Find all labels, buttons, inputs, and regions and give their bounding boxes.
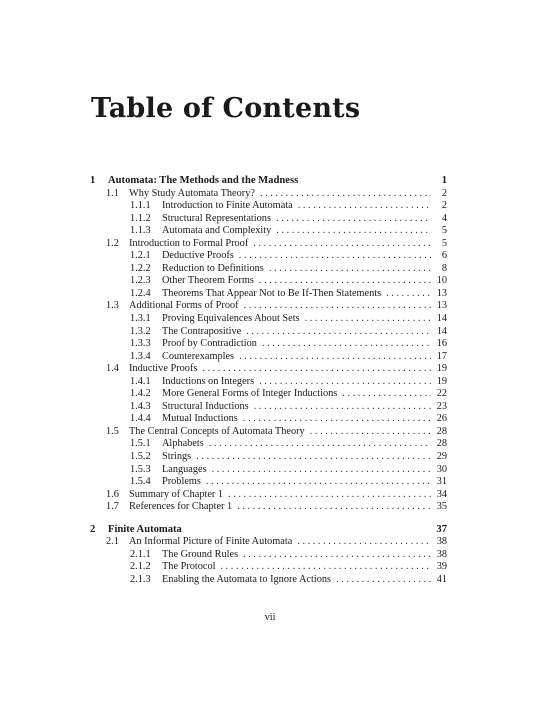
entry-title: The Protocol bbox=[162, 561, 216, 573]
entry-number: 2.1.3 bbox=[130, 573, 151, 585]
entry-page-number: 13 bbox=[436, 300, 447, 312]
entry-title: Introduction to Finite Automata bbox=[162, 200, 293, 212]
entry-number: 1.3.3 bbox=[130, 338, 151, 350]
entry-page-number: 28 bbox=[436, 438, 447, 450]
chapter-page-number: 1 bbox=[441, 175, 447, 186]
dot-leader bbox=[212, 464, 431, 477]
toc-subsection-entry[interactable] bbox=[90, 464, 447, 477]
entry-number: 1.1 bbox=[106, 187, 119, 199]
entry-number: 1.1.3 bbox=[130, 225, 151, 237]
toc-subsection-entry[interactable] bbox=[90, 225, 447, 238]
toc-subsection-entry[interactable] bbox=[90, 476, 447, 489]
entry-number: 1.2.2 bbox=[130, 262, 151, 274]
entry-number: 1.4.1 bbox=[130, 375, 151, 387]
dot-leader bbox=[206, 476, 431, 489]
toc-subsection-entry[interactable] bbox=[90, 451, 447, 464]
toc-subsection-entry[interactable] bbox=[90, 438, 447, 451]
dot-leader bbox=[259, 376, 431, 389]
entry-title: References for Chapter 1 bbox=[129, 501, 233, 513]
entry-number: 1.3.2 bbox=[130, 325, 151, 337]
entry-title: The Ground Rules bbox=[162, 548, 239, 560]
entry-number: 1.4.2 bbox=[130, 388, 151, 400]
dot-leader bbox=[259, 275, 431, 288]
entry-title: An Informal Picture of Finite Automata bbox=[129, 536, 293, 548]
entry-number: 1.2.1 bbox=[130, 250, 151, 262]
entry-page-number: 35 bbox=[436, 501, 447, 513]
page-number: vii bbox=[264, 612, 276, 623]
dot-leader bbox=[220, 561, 431, 574]
entry-number: 1.1.2 bbox=[130, 212, 151, 224]
chapter-number: 2 bbox=[90, 523, 96, 535]
entry-page-number: 34 bbox=[436, 488, 447, 500]
dot-leader bbox=[305, 313, 431, 326]
entry-page-number: 29 bbox=[436, 451, 447, 463]
dot-leader bbox=[196, 451, 431, 464]
entry-title: Strings bbox=[162, 451, 192, 463]
entry-title: The Contrapositive bbox=[162, 325, 242, 337]
toc-chapter-entry[interactable] bbox=[90, 524, 447, 537]
entry-page-number: 5 bbox=[441, 237, 447, 249]
toc-section-entry[interactable] bbox=[90, 426, 447, 439]
entry-page-number: 30 bbox=[436, 463, 447, 475]
chapter-page-number: 37 bbox=[436, 523, 447, 535]
entry-page-number: 23 bbox=[436, 400, 447, 412]
entry-title: Other Theorem Forms bbox=[162, 275, 254, 287]
entry-number: 1.6 bbox=[106, 488, 119, 500]
entry-number: 1.5.3 bbox=[130, 463, 151, 475]
entry-number: 1.5 bbox=[106, 425, 119, 437]
entry-title: Structural Representations bbox=[162, 212, 271, 224]
dot-leader bbox=[243, 549, 431, 562]
entry-title: Deductive Proofs bbox=[162, 250, 234, 262]
entry-number: 1.4.4 bbox=[130, 413, 151, 425]
chapter-title: Finite Automata bbox=[108, 523, 182, 535]
toc-subsection-entry[interactable] bbox=[90, 574, 447, 587]
toc-section-entry[interactable] bbox=[90, 489, 447, 502]
dot-leader bbox=[342, 388, 431, 401]
dot-leader bbox=[262, 338, 431, 351]
dot-leader bbox=[209, 438, 431, 451]
entry-title: Problems bbox=[162, 476, 201, 488]
dot-leader bbox=[260, 188, 431, 201]
entry-title: More General Forms of Integer Inductions bbox=[162, 388, 338, 400]
toc-subsection-entry[interactable] bbox=[90, 213, 447, 226]
dot-leader bbox=[228, 489, 431, 502]
entry-page-number: 8 bbox=[441, 262, 447, 274]
entry-title: Alphabets bbox=[162, 438, 204, 450]
dot-leader bbox=[237, 501, 431, 514]
dot-leader bbox=[243, 413, 431, 426]
entry-title: Introduction to Formal Proof bbox=[129, 237, 249, 249]
entry-title: Why Study Automata Theory? bbox=[129, 187, 255, 199]
entry-number: 1.5.4 bbox=[130, 476, 151, 488]
toc-subsection-entry[interactable] bbox=[90, 200, 447, 213]
entry-page-number: 14 bbox=[436, 325, 447, 337]
entry-number: 1.5.1 bbox=[130, 438, 151, 450]
entry-number: 1.4 bbox=[106, 363, 119, 375]
toc-section-entry[interactable] bbox=[90, 363, 447, 376]
entry-number: 2.1 bbox=[106, 536, 119, 548]
toc-subsection-entry[interactable] bbox=[90, 313, 447, 326]
toc-subsection-entry[interactable] bbox=[90, 376, 447, 389]
dot-leader bbox=[239, 250, 431, 263]
entry-number: 2.1.1 bbox=[130, 548, 151, 560]
entry-page-number: 2 bbox=[441, 187, 447, 199]
dot-leader bbox=[239, 351, 431, 364]
toc-subsection-entry[interactable] bbox=[90, 263, 447, 276]
entry-number: 1.4.3 bbox=[130, 400, 151, 412]
entry-title: Inductions on Integers bbox=[162, 375, 255, 387]
entry-number: 1.5.2 bbox=[130, 451, 151, 463]
toc-subsection-entry[interactable] bbox=[90, 549, 447, 562]
toc-subsection-entry[interactable] bbox=[90, 326, 447, 339]
dot-leader bbox=[297, 536, 431, 549]
entry-number: 1.2.3 bbox=[130, 275, 151, 287]
dot-leader bbox=[298, 200, 431, 213]
toc-subsection-entry[interactable] bbox=[90, 250, 447, 263]
entry-page-number: 38 bbox=[436, 548, 447, 560]
entry-page-number: 26 bbox=[436, 413, 447, 425]
entry-title: Proving Equivalences About Sets bbox=[162, 313, 300, 325]
entry-number: 1.3.4 bbox=[130, 350, 151, 362]
entry-page-number: 13 bbox=[436, 287, 447, 299]
toc-subsection-entry[interactable] bbox=[90, 401, 447, 414]
page-title: Table of Contents bbox=[91, 93, 361, 124]
entry-title: Mutual Inductions bbox=[162, 413, 238, 425]
toc-section-entry[interactable] bbox=[90, 238, 447, 251]
dot-leader bbox=[254, 401, 431, 414]
entry-page-number: 31 bbox=[436, 476, 447, 488]
toc-subsection-entry[interactable] bbox=[90, 388, 447, 401]
dot-leader bbox=[276, 213, 431, 226]
entry-page-number: 17 bbox=[436, 350, 447, 362]
dot-leader bbox=[253, 238, 431, 251]
entry-number: 1.7 bbox=[106, 501, 119, 513]
entry-title: The Central Concepts of Automata Theory bbox=[129, 425, 305, 437]
dot-leader bbox=[336, 574, 431, 587]
entry-number: 1.3 bbox=[106, 300, 119, 312]
entry-number: 1.2 bbox=[106, 237, 119, 249]
entry-page-number: 38 bbox=[436, 536, 447, 548]
entry-number: 2.1.2 bbox=[130, 561, 151, 573]
entry-title: Languages bbox=[162, 463, 207, 475]
entry-number: 1.3.1 bbox=[130, 313, 151, 325]
entry-page-number: 41 bbox=[436, 573, 447, 585]
toc-section-entry[interactable] bbox=[90, 300, 447, 313]
entry-number: 1.1.1 bbox=[130, 200, 151, 212]
entry-page-number: 39 bbox=[436, 561, 447, 573]
toc-section-entry[interactable] bbox=[90, 536, 447, 549]
entry-page-number: 19 bbox=[436, 363, 447, 375]
dot-leader bbox=[202, 363, 431, 376]
chapter-number: 1 bbox=[90, 175, 96, 186]
toc-subsection-entry[interactable] bbox=[90, 351, 447, 364]
entry-number: 1.2.4 bbox=[130, 287, 151, 299]
entry-title: Enabling the Automata to Ignore Actions bbox=[162, 573, 332, 585]
toc-chapter-entry[interactable] bbox=[90, 175, 447, 188]
entry-title: Reduction to Definitions bbox=[162, 262, 264, 274]
entry-page-number: 22 bbox=[436, 388, 447, 400]
entry-page-number: 19 bbox=[436, 375, 447, 387]
entry-title: Theorems That Appear Not to Be If-Then Statements bbox=[162, 287, 382, 299]
entry-title: Counterexamples bbox=[162, 350, 235, 362]
toc-section-entry[interactable] bbox=[90, 188, 447, 201]
entry-page-number: 2 bbox=[441, 200, 447, 212]
toc-subsection-entry[interactable] bbox=[90, 338, 447, 351]
entry-page-number: 4 bbox=[441, 212, 447, 224]
entry-title: Additional Forms of Proof bbox=[129, 300, 239, 312]
toc-subsection-entry[interactable] bbox=[90, 275, 447, 288]
entry-page-number: 28 bbox=[436, 425, 447, 437]
toc-subsection-entry[interactable] bbox=[90, 413, 447, 426]
entry-title: Summary of Chapter 1 bbox=[129, 488, 224, 500]
entry-title: Proof by Contradiction bbox=[162, 338, 257, 350]
entry-page-number: 14 bbox=[436, 313, 447, 325]
chapter-title: Automata: The Methods and the Madness bbox=[108, 175, 299, 186]
entry-page-number: 5 bbox=[441, 225, 447, 237]
dot-leader bbox=[246, 326, 431, 339]
table-of-contents bbox=[90, 175, 447, 587]
toc-section-entry[interactable] bbox=[90, 501, 447, 514]
entry-page-number: 16 bbox=[436, 338, 447, 350]
dot-leader bbox=[244, 300, 431, 313]
entry-page-number: 10 bbox=[436, 275, 447, 287]
dot-leader bbox=[386, 288, 431, 301]
dot-leader bbox=[269, 263, 431, 276]
entry-title: Automata and Complexity bbox=[162, 225, 272, 237]
entry-page-number: 6 bbox=[441, 250, 447, 262]
toc-subsection-entry[interactable] bbox=[90, 288, 447, 301]
dot-leader bbox=[310, 426, 431, 439]
entry-title: Inductive Proofs bbox=[129, 363, 198, 375]
entry-title: Structural Inductions bbox=[162, 400, 249, 412]
toc-subsection-entry[interactable] bbox=[90, 561, 447, 574]
dot-leader bbox=[276, 225, 431, 238]
